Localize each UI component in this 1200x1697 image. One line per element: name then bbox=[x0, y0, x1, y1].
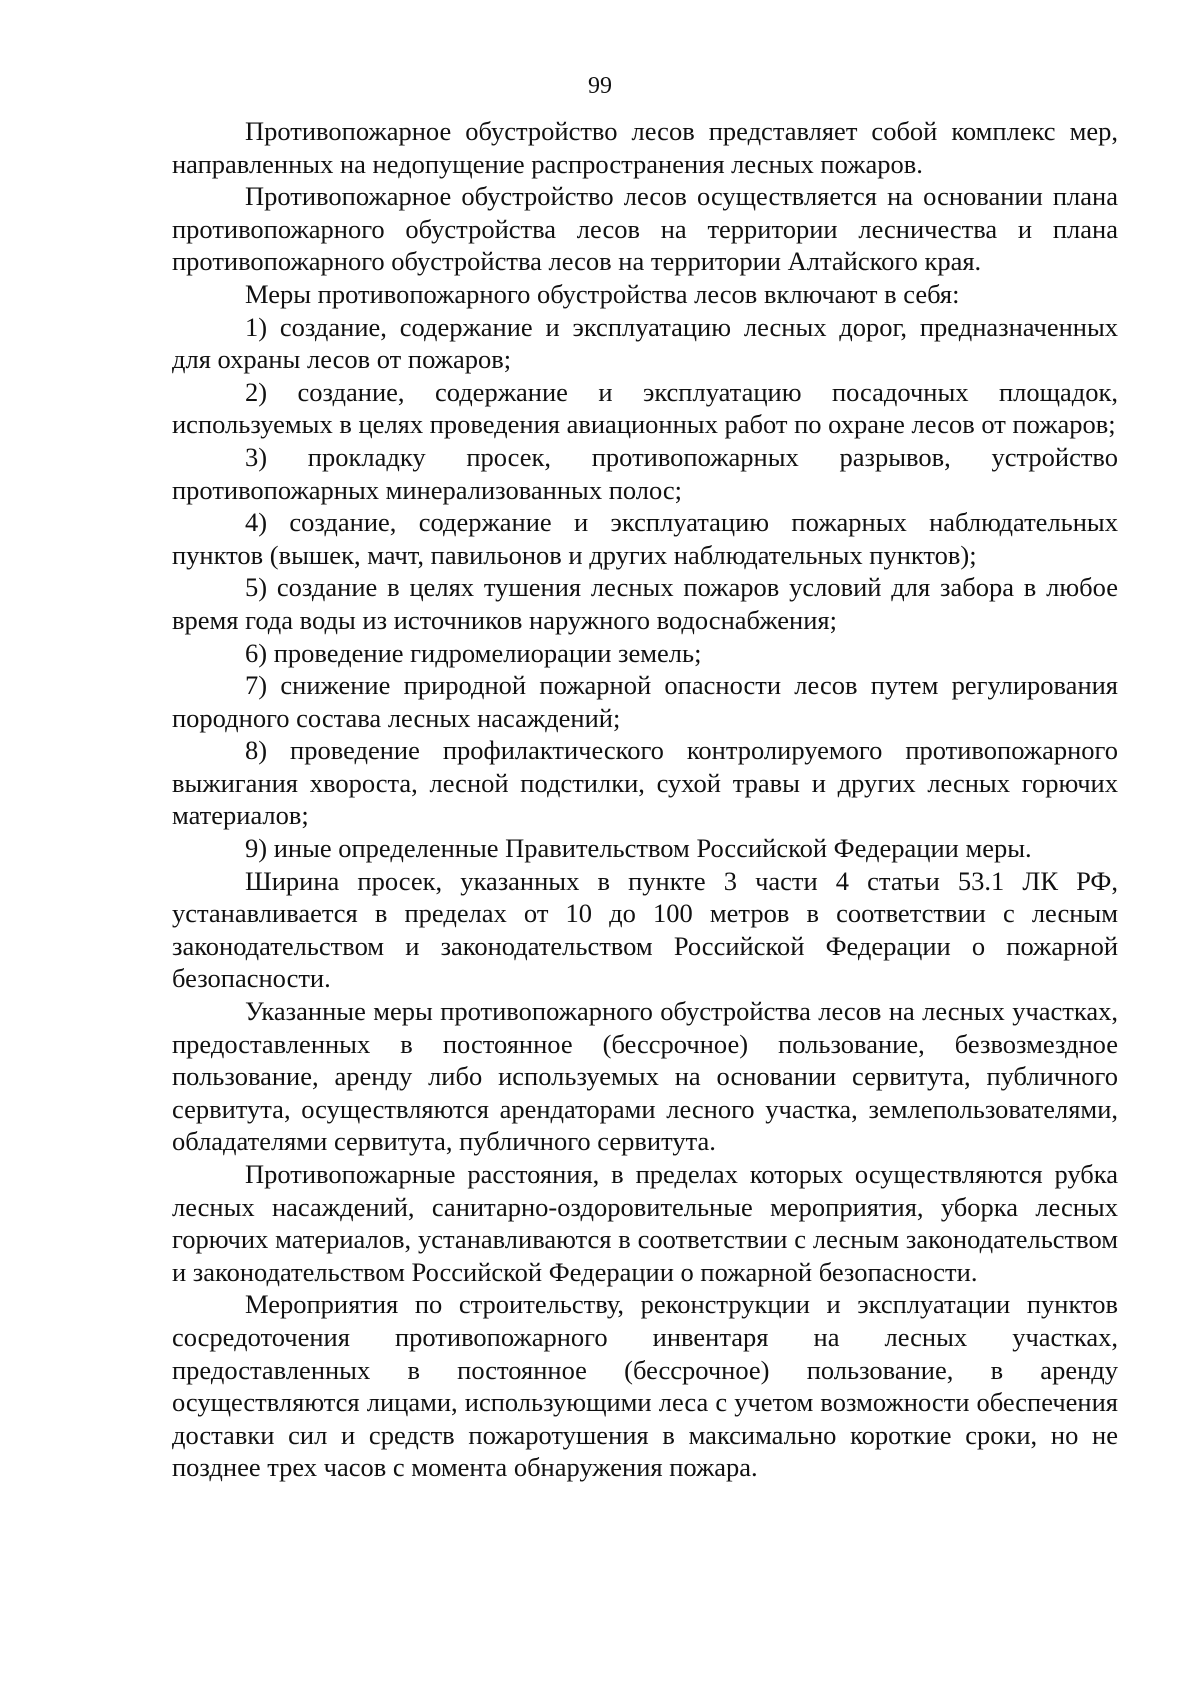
paragraph: Мероприятия по строительству, реконструкции и эксплуатации пунктов сосредоточения противопожарного инвентаря на лесных участках, предоставленных в постоянное (бессрочное) пользование, в аренду осуществляются лицами, использующими леса с учетом возможности обеспечения доставки сил и средств пожаротушения в максимально короткие сроки, но не позднее трех часов с момента обнаружения пожара. bbox=[172, 1289, 1118, 1483]
list-item: 8) проведение профилактического контролируемого противопожарного выжигания хвороста, лесной подстилки, сухой травы и других лесных горючих материалов; bbox=[172, 735, 1118, 831]
paragraph: Противопожарное обустройство лесов осуществляется на основании плана противопожарного обустройства лесов на территории лесничества и плана противопожарного обустройства лесов на территории Алтайского края. bbox=[172, 181, 1118, 277]
paragraph: Противопожарные расстояния, в пределах которых осуществляются рубка лесных насаждений, санитарно-оздоровительные мероприятия, уборка лесных горючих материалов, устанавливаются в соответствии с лесным законодательством и законодательством Российской Федерации о пожарной безопасности. bbox=[172, 1159, 1118, 1287]
list-item: 2) создание, содержание и эксплуатацию посадочных площадок, используемых в целях проведения авиационных работ по охране лесов от пожаров; bbox=[172, 376, 1118, 440]
list-item: 6) проведение гидромелиорации земель; bbox=[245, 637, 702, 668]
paragraph: Меры противопожарного обустройства лесов включают в себя: bbox=[245, 278, 960, 309]
list-item: 5) создание в целях тушения лесных пожаров условий для забора в любое время года воды из источников наружного водоснабжения; bbox=[172, 572, 1118, 635]
paragraph: Указанные меры противопожарного обустройства лесов на лесных участках, предоставленных в постоянное (бессрочное) пользование, безвозмездное пользование, аренду либо используемых на основании сервитута, публичного сервитута, осуществляются арендаторами лесного участка, землепользователями, обладателями сервитута, публичного сервитута. bbox=[172, 996, 1118, 1157]
list-item: 4) создание, содержание и эксплуатацию пожарных наблюдательных пунктов (вышек, мачт, павильонов и других наблюдательных пунктов); bbox=[172, 507, 1118, 570]
document-body bbox=[172, 115, 1118, 1484]
paragraph: Противопожарное обустройство лесов представляет собой комплекс мер, направленных на недопущение распространения лесных пожаров. bbox=[172, 116, 1118, 179]
page-number: 99 bbox=[588, 73, 612, 99]
list-item: 3) прокладку просек, противопожарных разрывов, устройство противопожарных минерализованных полос; bbox=[172, 441, 1118, 505]
paragraph: Ширина просек, указанных в пункте 3 части 4 статьи 53.1 ЛК РФ, устанавливается в пределах от 10 до 100 метров в соответствии с лесным законодательством и законодательством Российской Федерации о пожарной безопасности. bbox=[172, 865, 1118, 994]
list-item: 9) иные определенные Правительством Российской Федерации меры. bbox=[245, 833, 1032, 864]
list-item: 7) снижение природной пожарной опасности лесов путем регулирования породного состава лесных насаждений; bbox=[172, 670, 1118, 733]
list-item: 1) создание, содержание и эксплуатацию лесных дорог, предназначенных для охраны лесов от пожаров; bbox=[172, 311, 1118, 375]
